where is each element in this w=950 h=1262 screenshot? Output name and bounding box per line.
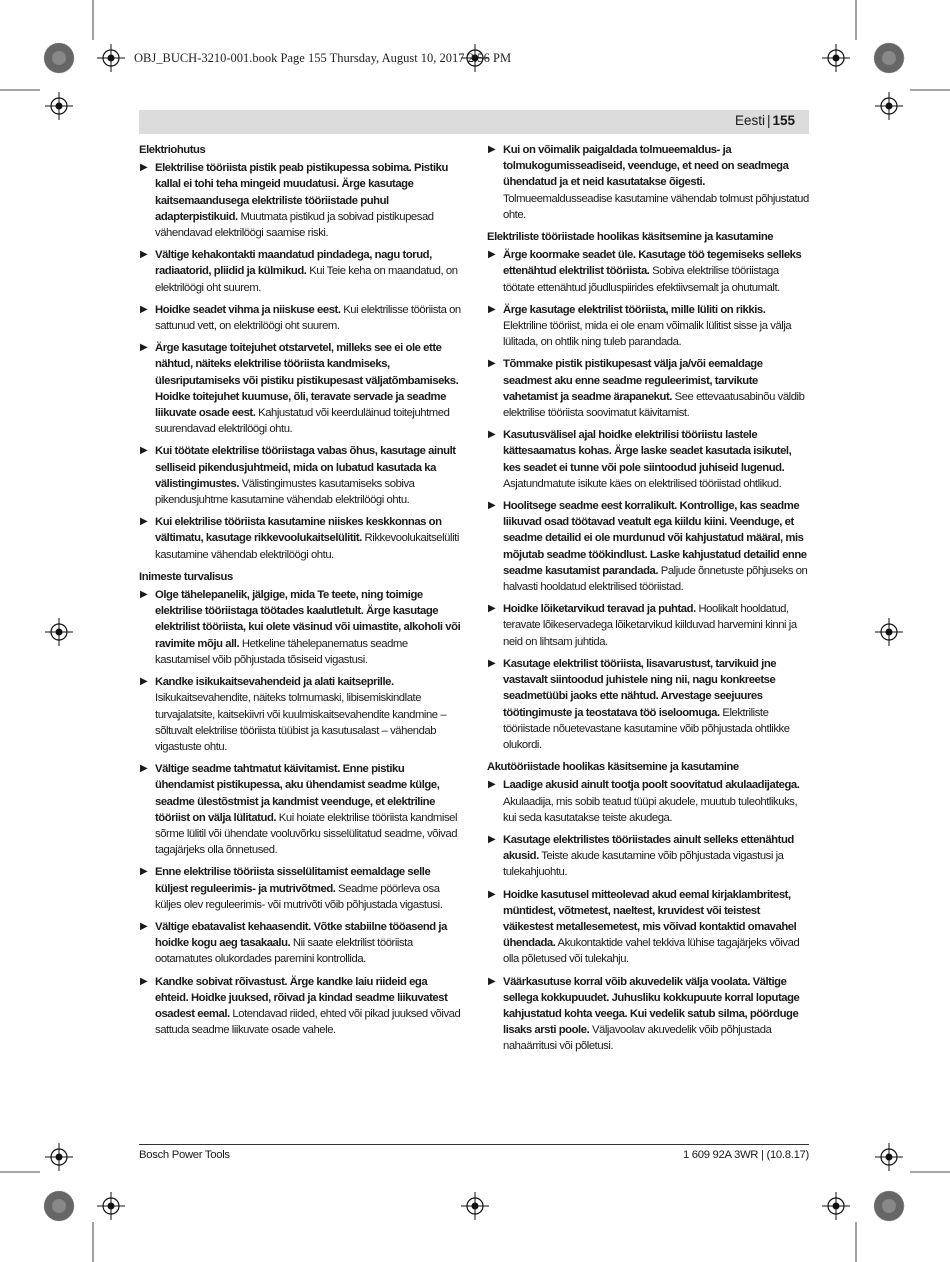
list-item <box>487 832 809 881</box>
bullet-triangle-icon: ▶ <box>140 342 148 354</box>
list-item <box>139 443 461 508</box>
item-warning-text: Kui elektrilise tööriista kasutamine niiskes keskkonnas on vältimatu, kasutage rikkevoolukaitselülitit. <box>155 516 442 545</box>
item-explanation-text: Elektriliste tööriistade nõuetevastane kasutamine võib põhjustada ohtlikke olukordi. <box>503 706 790 751</box>
item-explanation-text: Väljavoolav akuvedelik võib põhjustada nahaärritusi või põletusi. <box>503 1024 772 1053</box>
starburst-mark-top-right <box>874 43 904 73</box>
item-explanation-text: Muutmata pistikud ja sobivad pistikupesad vähendavad elektrilöögi saamise riski. <box>155 210 434 240</box>
item-warning-text: Kandke isikukaitsevahendeid ja alati kaitseprille. <box>155 676 394 689</box>
list-item <box>139 587 461 668</box>
bullet-triangle-icon: ▶ <box>140 763 148 775</box>
item-warning-text: Väärkasutuse korral võib akuvedelik välja voolata. Vältige sellega kokkupuudet. Juhusliku kokkupuute korral loputage kahjustatud kohta veega. Kui vedelik satub silma, pöörduge lisaks arsti poole. <box>503 975 800 1037</box>
item-warning-text: Vältige kehakontakti maandatud pindadega, nagu torud, radiaatorid, pliidid ja külmikud. <box>155 249 432 278</box>
item-explanation-text: Isikukaitsevahendite, näiteks tolmumaski, libisemiskindlate turvajalatsite, kaitsekiivri või kuulmiskaitsevahendite kandmine – sõltuvalt elektrilise tööriista tüübist ja kasutusalast – vähendab vigastuste ohtu. <box>155 692 447 753</box>
list-item <box>487 974 809 1055</box>
list-item <box>139 340 461 437</box>
bullet-triangle-icon: ▶ <box>488 500 496 512</box>
item-warning-text: Kasutage elektrilistes tööriistades ainult selleks ettenähtud akusid. <box>503 833 794 863</box>
item-explanation-text: Kui hoiate elektrilise tööriista kandmisel sõrme lülitil või ühendate vooluvõrku sisselülitatud seadme, võivad tagajärjeks olla õnnetused. <box>155 811 458 857</box>
item-warning-text: Enne elektrilise tööriista sisselülitamist eemaldage selle küljest reguleerimis- ja mutrivõtmed. <box>155 866 431 895</box>
bullet-triangle-icon: ▶ <box>488 429 496 441</box>
item-explanation-text: Akulaadija, mis sobib teatud tüüpi akudele, muutub tuleohtlikuks, kui seda kasutatakse teiste akudega. <box>503 795 798 824</box>
section-heading: Akutööriistade hoolikas käsitsemine ja kasutamine <box>487 761 739 774</box>
bullet-triangle-icon: ▶ <box>488 144 496 155</box>
item-explanation-text: Asjatundmatute isikute käes on elektrilised tööriistad ohtlikud. <box>503 477 782 490</box>
list-item <box>487 656 809 753</box>
footer-doc-number: 1 609 92A 3WR | (10.8.17) <box>682 1149 809 1161</box>
item-explanation-text: Kui elektrilisse tööriista on sattunud vett, on elektrilöögi oht suurem. <box>155 303 461 333</box>
page-number: 155 <box>772 113 795 128</box>
section-heading: Elektriohutus <box>139 144 206 156</box>
list-item <box>139 674 461 755</box>
header-language: Eesti <box>734 113 765 128</box>
bullet-triangle-icon: ▶ <box>488 779 496 791</box>
item-explanation-text: Tolmueemaldusseadise kasutamine vähendab tolmust põhjustatud ohte. <box>503 192 809 221</box>
item-explanation-text: Teiste akude kasutamine võib põhjustada vigastusi ja tulekahjuohtu. <box>503 850 784 879</box>
page-header-band <box>139 110 809 134</box>
safety-list <box>139 160 461 563</box>
item-warning-text: Hoolitsege seadme eest korralikult. Kontrollige, kas seadme liikuvad osad töötavad veatult ega kiildu kiini. Veenduge, et seadme detailid ei ole murdunud või kahjustatud määral, mis mõjutab seadme töökindlust. Laske kahjustatud detailid enne seadme kasutamist parandada. <box>503 500 807 577</box>
item-warning-text: Laadige akusid ainult tootja poolt soovitatud akulaadijatega. <box>503 779 800 792</box>
bullet-triangle-icon: ▶ <box>488 833 496 845</box>
list-item <box>139 514 461 563</box>
list-item <box>139 247 461 296</box>
bullet-triangle-icon: ▶ <box>140 920 148 932</box>
starburst-mark-bottom-left <box>44 1191 74 1221</box>
bullet-triangle-icon: ▶ <box>488 358 496 370</box>
item-explanation-text: Paljude õnnetuste põhjuseks on halvasti hooldatud elektrilised tööriistad. <box>503 564 808 594</box>
bullet-triangle-icon: ▶ <box>488 249 496 261</box>
list-item <box>487 247 809 296</box>
book-info-line: OBJ_BUCH-3210-001.book Page 155 Thursday, August 10, 2017 2:56 PM <box>134 51 512 65</box>
item-warning-text: Vältige ebatavalist kehaasendit. Võtke stabiilne tööasend ja hoidke kogu aeg tasakaalu. <box>155 920 447 950</box>
item-explanation-text: See ettevaatusabinõu väldib elektrilise tööriista soovimatut käivitamist. <box>503 390 805 420</box>
list-item <box>139 302 461 334</box>
footer-rule <box>139 1144 809 1145</box>
item-explanation-text: Kui Teie keha on maandatud, on elektrilöögi oht suurem. <box>155 265 458 294</box>
bullet-triangle-icon: ▶ <box>488 303 496 315</box>
bullet-triangle-icon: ▶ <box>140 589 148 601</box>
item-warning-text: Kasutage elektrilist tööriista, lisavarustust, tarvikuid jne vastavalt siintoodud juhistele ning nii, nagu konkreetse seadmetüübi jaoks ette nähtud. Arvestage seejuures töötingimuste ja teostatava töö iseloomuga. <box>503 657 777 719</box>
footer-brand: Bosch Power Tools <box>139 1149 230 1161</box>
bullet-triangle-icon: ▶ <box>488 603 496 615</box>
item-explanation-text: Välistingimustes kasutamiseks sobiva pikendusjuhtme kasutamine vähendab elektrilöögi ohtu. <box>155 477 415 507</box>
bullet-triangle-icon: ▶ <box>140 445 148 457</box>
safety-list <box>139 587 461 1038</box>
safety-list <box>487 247 809 753</box>
list-item <box>139 864 461 913</box>
bullet-triangle-icon: ▶ <box>140 676 148 688</box>
item-warning-text: Kandke sobivat rõivastust. Ärge kandke laiu riideid ega ehteid. Hoidke juuksed, rõivad ja kindad seadme liikuvatest osadest eemal. <box>155 975 448 1020</box>
item-explanation-text: Nii saate elektrilist tööriista ootamatutes olukordades paremini kontrollida. <box>155 937 413 966</box>
list-item <box>139 160 461 241</box>
safety-list <box>487 777 809 1054</box>
section-heading: Elektriliste tööriistade hoolikas käsitsemine ja kasutamine <box>487 231 774 244</box>
left-column <box>139 142 461 1044</box>
list-item <box>139 919 461 968</box>
list-item <box>487 601 809 650</box>
list-item <box>487 777 809 826</box>
list-item <box>139 761 461 858</box>
item-warning-text: Ärge kasutage elektrilist tööriista, mille lüliti on rikkis. <box>503 303 766 316</box>
item-warning-text: Kui on võimalik paigaldada tolmueemaldus- ja tolmukogumisseadiseid, veenduge, et need on seadmega ühendatud ja et neid kasutatakse õigesti. <box>503 144 789 189</box>
bullet-triangle-icon: ▶ <box>488 657 496 669</box>
item-explanation-text: Hoolikalt hooldatud, teravate lõikeservadega lõiketarvikud kiilduvad harvemini kinni ja neid on lihtsam juhtida. <box>503 603 797 648</box>
item-explanation-text: Kahjustatud või keerduläinud toitejuhtmed suurendavad elektrilöögi ohtu. <box>155 407 450 436</box>
item-warning-text: Kasutusvälisel ajal hoidke elektrilisi tööriistu lastele kättesaamatus kohas. Ärge laske seadet kasutada isikutel, kes seadet ei tunne või pole siintoodud juhiseid lugenud. <box>503 429 792 474</box>
list-item <box>487 142 809 223</box>
item-warning-text: Hoidke kasutusel mitteolevad akud eemal kirjaklambritest, müntidest, võtmetest, naeltest, kruvidest või teistest väikestest metallesemetest, mis võivad kontaktid omavahel ühendada. <box>503 888 797 950</box>
starburst-mark-top-left <box>44 43 74 73</box>
item-explanation-text: Lotendavad riided, ehted või pikad juuksed võivad sattuda seadme liikuvate osade vahele. <box>155 1007 461 1037</box>
header-separator: | <box>766 113 771 128</box>
item-warning-text: Hoidke seadet vihma ja niiskuse eest. <box>155 303 341 316</box>
bullet-triangle-icon: ▶ <box>140 249 148 261</box>
section-heading: Inimeste turvalisus <box>139 570 233 583</box>
item-warning-text: Tõmmake pistik pistikupesast välja ja/või eemaldage seadmest aku enne seadme reguleerimist, tarvikute vahetamist ja seadme ärapanekut. <box>503 358 763 403</box>
item-explanation-text: Seadme pöörleva osa küljes olev reguleerimis- või mutrivõti võib põhjustada vigastusi. <box>155 882 443 911</box>
bullet-triangle-icon: ▶ <box>488 888 496 900</box>
list-item <box>487 302 809 351</box>
right-column <box>487 142 809 1061</box>
item-warning-text: Elektrilise tööriista pistik peab pistikupessa sobima. Pistiku kallal ei tohi teha mingeid muudatusi. Ärge kasutage kaitsemaandusega elektriliste tööriistade puhul adapterpistikuid. <box>155 162 448 223</box>
item-explanation-text: Rikkevoolukaitselüliti kasutamine vähendab elektrilöögi ohtu. <box>155 532 459 561</box>
item-warning-text: Ärge kasutage toitejuhet otstarvetel, milleks see ei ole ette nähtud, näiteks elektrilise tööriista kandmiseks, ülesriputamiseks või pistiku pistikupesast väljatõmbamiseks. Hoidke toitejuhet kuumuse, õli, teravate servade ja seadme liikuvate osade eest. <box>155 342 459 420</box>
item-warning-text: Kui töötate elektrilise tööriistaga vabas õhus, kasutage ainult selliseid pikendusjuhtmeid, mida on lubatud kasutada ka välistingimustes. <box>155 445 456 490</box>
bullet-triangle-icon: ▶ <box>140 303 148 315</box>
item-explanation-text: Sobiva elektrilise tööriistaga töötate ettenähtud jõudluspiirides efektiivsemalt ja ohutumalt. <box>503 265 780 294</box>
bullet-triangle-icon: ▶ <box>140 162 148 174</box>
list-item <box>139 974 461 1039</box>
item-warning-text: Ärge koormake seadet üle. Kasutage töö tegemiseks selleks ettenähtud elektrilist tööriista. <box>503 249 802 278</box>
item-warning-text: Hoidke lõiketarvikud teravad ja puhtad. <box>503 603 696 616</box>
list-item <box>487 427 809 492</box>
list-item <box>487 498 809 595</box>
item-explanation-text: Hetkeline tähelepanematus seadme kasutamisel võib põhjustada tõsiseid vigastusi. <box>155 637 408 666</box>
bullet-triangle-icon: ▶ <box>488 975 496 987</box>
item-warning-text: Vältige seadme tahtmatut käivitamist. Enne pistiku ühendamist pistikupessa, aku ühendamist seadme külge, seadme ülestõstmist ja kandmist veenduge, et elektriline tööriist on välja lülitatud. <box>155 763 440 824</box>
list-item <box>487 887 809 968</box>
bullet-triangle-icon: ▶ <box>140 975 148 987</box>
page-header-label <box>735 113 809 128</box>
starburst-mark-bottom-right <box>874 1191 904 1221</box>
bullet-triangle-icon: ▶ <box>140 866 148 878</box>
item-warning-text: Olge tähelepanelik, jälgige, mida Te teete, ning toimige elektrilise tööriistaga töötades kaalutletult. Ärge kasutage elektrilist tööriista, kui olete väsinud või uimastite, alkoholi või ravimite mõju all. <box>155 589 461 650</box>
bullet-triangle-icon: ▶ <box>140 516 148 528</box>
item-explanation-text: Elektriline tööriist, mida ei ole enam võimalik lülitist sisse ja välja lülitada, on ohtlik ning tuleb parandada. <box>503 320 792 349</box>
item-explanation-text: Akukontaktide vahel tekkiva lühise tagajärjeks võivad olla põletused või tulekahju. <box>503 937 800 966</box>
safety-list <box>487 142 809 223</box>
list-item <box>487 356 809 421</box>
